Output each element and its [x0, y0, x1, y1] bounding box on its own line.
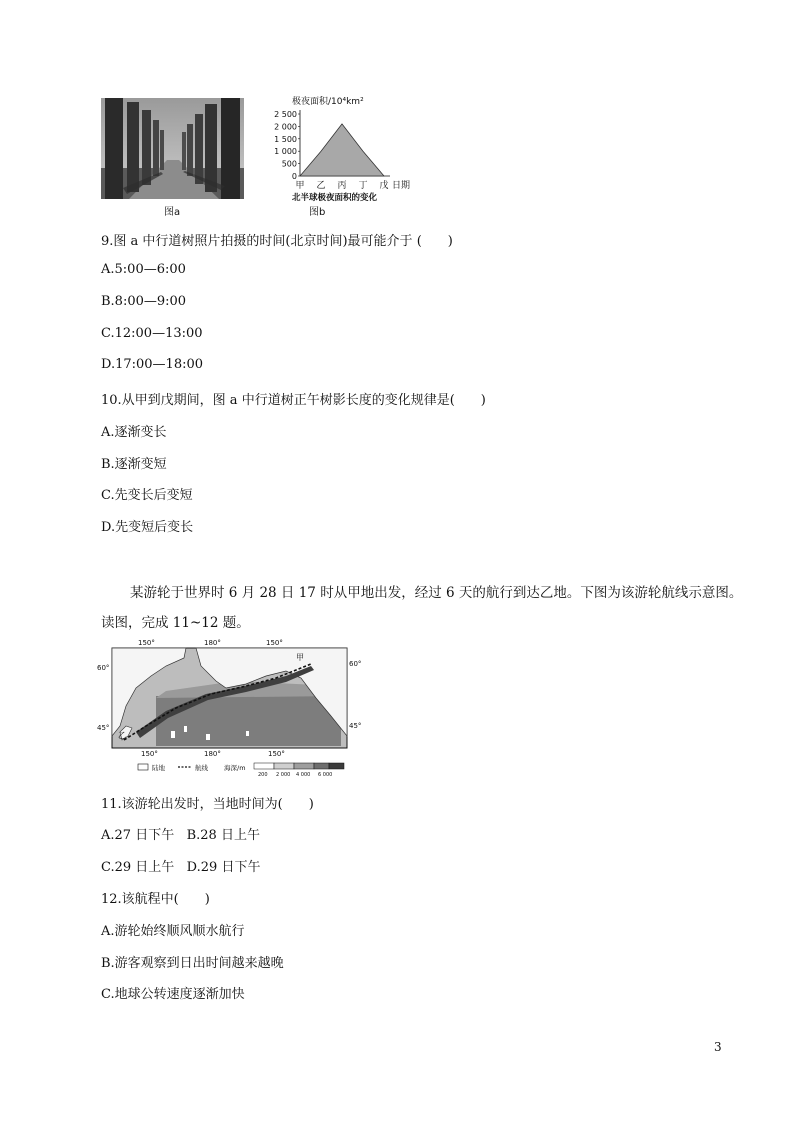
chart-ylabel: 极夜面积/10⁴km²: [292, 97, 364, 107]
map-lon-bottom-2: 180°: [204, 750, 221, 758]
chart-xlabel: 日期: [392, 181, 411, 191]
map-place-jia: 甲: [296, 653, 304, 662]
question-9-option-c: C.12:00—13:00: [101, 326, 203, 341]
map-lon-top-2: 180°: [204, 639, 221, 647]
map-place-yi: 乙: [118, 731, 126, 740]
chart-y-tick-label: 0: [291, 172, 297, 181]
question-11-stem: 11.该游轮出发时，当地时间为( ): [101, 797, 314, 812]
legend-land-swatch: [138, 764, 148, 770]
legend-depth-tick-200: 200: [258, 772, 268, 776]
question-10-stem: 10.从甲到戊期间，图 a 中行道树正午树影长度的变化规律是( ): [101, 393, 486, 408]
question-12-option-c: C.地球公转速度逐渐加快: [101, 987, 245, 1002]
legend-depth-label: 海深/m: [224, 764, 246, 772]
legend-depth-tick-6000: 6 000: [318, 772, 333, 776]
tree-road-photo: [101, 98, 244, 199]
passage-line-1: 某游轮于世界时 6 月 28 日 17 时从甲地出发，经过 6 天的航行到达乙地。下图为该游轮航线示意图。: [130, 585, 743, 601]
question-10-option-b: B.逐渐变短: [101, 457, 167, 472]
figure-b-caption: 图b: [309, 207, 326, 218]
chart-y-tick-label: 1 000: [274, 147, 297, 157]
figure-a-caption: 图a: [164, 207, 181, 218]
chart-y-tick-label: 2 500: [274, 110, 297, 119]
question-9-option-d: D.17:00—18:00: [101, 357, 204, 372]
question-10-option-c: C.先变长后变短: [101, 488, 193, 503]
legend-land-label: 陆地: [152, 764, 165, 772]
polar-night-area: [300, 124, 384, 176]
legend-depth-tick-4000: 4 000: [296, 772, 311, 776]
page-number: 3: [714, 1040, 722, 1054]
map-lon-top-1: 150°: [138, 639, 155, 647]
chart-x-category-label: 丙: [337, 181, 347, 191]
question-10-option-d: D.先变短后变长: [101, 520, 194, 535]
question-12-option-b: B.游客观察到日出时间越来越晚: [101, 956, 284, 971]
chart-x-category-label: 丁: [358, 181, 368, 191]
question-12-stem: 12.该航程中( ): [101, 892, 210, 907]
question-11-options-row-1: A.27 日下午 B.28 日上午: [101, 828, 260, 843]
question-12-option-a: A.游轮始终顺风顺水航行: [101, 924, 245, 939]
figure-b-chart: [252, 92, 422, 207]
passage-line-2: 读图，完成 11~12 题。: [101, 615, 250, 631]
map-lat-left-60: 60°: [97, 664, 110, 672]
legend-route-label: 航线: [195, 764, 208, 772]
route-map: [96, 636, 366, 776]
map-lat-right-45: 45°: [349, 722, 362, 730]
map-lon-top-3: 150°: [266, 639, 283, 647]
chart-x-category-label: 甲: [295, 181, 305, 191]
chart-y-tick-label: 500: [281, 159, 297, 169]
legend-depth-tick-2000: 2 000: [276, 772, 291, 776]
figure-a-photo: [101, 98, 244, 199]
chart-x-category-label: 戊: [379, 181, 389, 191]
chart-y-tick-label: 2 000: [274, 122, 297, 132]
route-map-svg: [96, 636, 366, 776]
question-9-option-b: B.8:00—9:00: [101, 294, 187, 309]
map-lon-bottom-1: 150°: [141, 750, 158, 758]
chart-x-category-label: 乙: [316, 181, 326, 191]
chart-subtitle: 北半球极夜面积的变化: [292, 193, 378, 203]
question-9-option-a: A.5:00—6:00: [101, 262, 186, 277]
question-9-stem: 9.图 a 中行道树照片拍摄的时间(北京时间)最可能介于 ( ): [101, 234, 453, 249]
question-11-options-row-2: C.29 日上午 D.29 日下午: [101, 860, 261, 875]
question-10-option-a: A.逐渐变长: [101, 425, 167, 440]
chart-y-tick-label: 1 500: [274, 134, 297, 144]
map-lat-left-45: 45°: [97, 724, 110, 732]
polar-night-area-chart: [252, 92, 422, 207]
map-lon-bottom-3: 150°: [268, 750, 285, 758]
map-lat-right-60: 60°: [349, 660, 362, 668]
